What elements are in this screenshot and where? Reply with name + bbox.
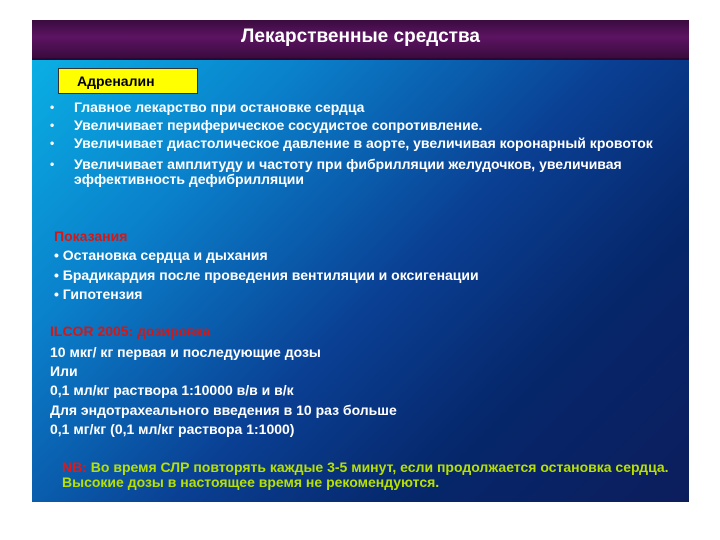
dosage-line: 0,1 мг/кг (0,1 мл/кг раствора 1:1000): [50, 421, 295, 437]
bullet-icon: •: [50, 157, 55, 171]
effect-item: [50, 157, 680, 187]
dosage-line: 10 мкг/ кг первая и последующие дозы: [50, 344, 321, 360]
indication-item: • Брадикардия после проведения вентиляции и оксигенации: [54, 267, 479, 283]
effect-item: [50, 100, 680, 115]
dosage-line: Или: [50, 363, 78, 379]
title-bar: [32, 20, 689, 60]
drug-label-box: Адреналин: [58, 68, 198, 94]
effects-list: [50, 100, 680, 190]
effect-text: Увеличивает периферическое сосудистое сопротивление.: [74, 117, 483, 133]
nb-label: NB:: [62, 459, 87, 475]
bullet-icon: •: [50, 100, 55, 114]
effect-item: [50, 118, 680, 133]
bullet-icon: •: [50, 136, 55, 150]
indication-item: • Остановка сердца и дыхания: [54, 247, 268, 263]
nb-text: Во время СЛР повторять каждые 3-5 минут, если продолжается остановка сердца. Высокие дозы в настоящее время не рекомендуются.: [62, 459, 669, 490]
indications-heading: Показания: [54, 228, 128, 244]
nb-note: [62, 460, 689, 490]
bullet-icon: •: [50, 118, 55, 132]
slide-title: Лекарственные средства: [241, 26, 480, 47]
dosage-line: Для эндотрахеального введения в 10 раз больше: [50, 402, 397, 418]
effect-text: Увеличивает амплитуду и частоту при фибрилляции желудочков, увеличивая эффективность дефибрилляции: [74, 156, 622, 187]
effect-item: [50, 136, 680, 151]
effect-text: Увеличивает диастолическое давление в аорте, увеличивая коронарный кровоток: [74, 135, 653, 151]
dosage-heading: ILCOR 2005: дозировка: [50, 323, 211, 339]
dosage-line: 0,1 мл/кг раствора 1:10000 в/в и в/к: [50, 382, 294, 398]
indication-item: • Гипотензия: [54, 286, 143, 302]
slide: [32, 20, 689, 502]
effect-text: Главное лекарство при остановке сердца: [74, 99, 365, 115]
